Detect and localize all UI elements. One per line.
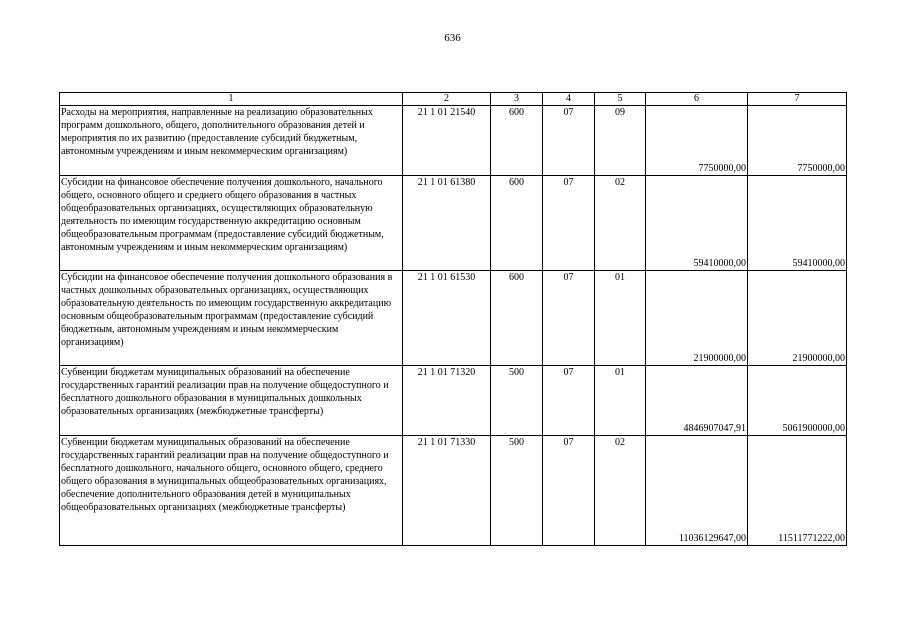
row-amount-col6: 59410000,00 — [646, 176, 748, 271]
row-col3: 600 — [491, 106, 543, 176]
budget-table — [59, 92, 847, 546]
column-header: 5 — [595, 93, 646, 106]
row-col4: 07 — [543, 366, 595, 436]
row-code: 21 1 01 61530 — [403, 271, 491, 366]
column-header: 7 — [748, 93, 847, 106]
row-col3: 600 — [491, 271, 543, 366]
row-col5: 09 — [595, 106, 646, 176]
row-description: Субсидии на финансовое обеспечение получения дошкольного, начального общего, основного общего и среднего общего образования в частных общеобразовательных организациях, осуществляющих образовательную деятельность по имеющим государственную аккредитацию основным общеобразовательным программам (предоставление субсидий бюджетным, автономным учреждениям и иным некоммерческим организациям) — [60, 176, 403, 271]
row-description: Расходы на мероприятия, направленные на реализацию образовательных программ дошкольного, общего, дополнительного образования детей и мероприятия по их развитию (предоставление субсидий бюджетным, автономным учреждениям и иным некоммерческим организациям) — [60, 106, 403, 176]
column-header: 3 — [491, 93, 543, 106]
row-amount-col7: 21900000,00 — [748, 271, 847, 366]
row-description: Субвенции бюджетам муниципальных образований на обеспечение государственных гарантий реализации прав на получение общедоступного и бесплатного дошкольного, начального общего, основного общего, среднего общего образования в муниципальных общеобразовательных организациях, обеспечение дополнительного образования детей в муниципальных общеобразовательных организациях (межбюджетные трансферты) — [60, 436, 403, 546]
page-number: 636 — [444, 32, 461, 44]
row-col4: 07 — [543, 106, 595, 176]
row-amount-col6: 4846907047,91 — [646, 366, 748, 436]
row-code: 21 1 01 71330 — [403, 436, 491, 546]
table-row — [60, 271, 847, 366]
row-code: 21 1 01 61380 — [403, 176, 491, 271]
row-amount-col6: 11036129647,00 — [646, 436, 748, 546]
row-description: Субсидии на финансовое обеспечение получения дошкольного образования в частных дошкольных образовательных организациях, осуществляющих образовательную деятельность по имеющим государственную аккредитацию основным общеобразовательным программам (предоставление субсидий бюджетным, автономным учреждениям и иным некоммерческим организациям) — [60, 271, 403, 366]
column-header: 4 — [543, 93, 595, 106]
column-header: 2 — [403, 93, 491, 106]
row-amount-col7: 5061900000,00 — [748, 366, 847, 436]
row-code: 21 1 01 21540 — [403, 106, 491, 176]
table-row — [60, 176, 847, 271]
row-col5: 01 — [595, 271, 646, 366]
row-col5: 02 — [595, 436, 646, 546]
row-amount-col7: 7750000,00 — [748, 106, 847, 176]
row-col4: 07 — [543, 176, 595, 271]
row-col3: 500 — [491, 366, 543, 436]
row-col5: 01 — [595, 366, 646, 436]
row-col3: 600 — [491, 176, 543, 271]
row-amount-col7: 59410000,00 — [748, 176, 847, 271]
row-col5: 02 — [595, 176, 646, 271]
row-code: 21 1 01 71320 — [403, 366, 491, 436]
table-row — [60, 366, 847, 436]
column-header: 6 — [646, 93, 748, 106]
table-header-row — [60, 93, 847, 106]
row-amount-col6: 7750000,00 — [646, 106, 748, 176]
table-row — [60, 106, 847, 176]
table-row — [60, 436, 847, 546]
row-col4: 07 — [543, 436, 595, 546]
row-col4: 07 — [543, 271, 595, 366]
column-header: 1 — [60, 93, 403, 106]
row-amount-col7: 11511771222,00 — [748, 436, 847, 546]
row-description: Субвенции бюджетам муниципальных образований на обеспечение государственных гарантий реализации прав на получение общедоступного и бесплатного дошкольного образования в муниципальных дошкольных образовательных организациях (межбюджетные трансферты) — [60, 366, 403, 436]
row-col3: 500 — [491, 436, 543, 546]
row-amount-col6: 21900000,00 — [646, 271, 748, 366]
